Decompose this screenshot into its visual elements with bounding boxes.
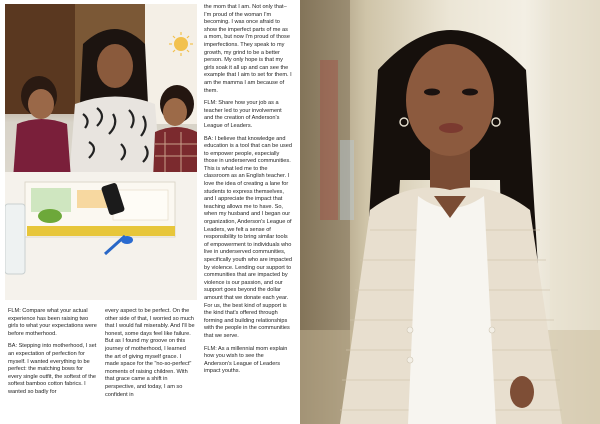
family-photo-illustration xyxy=(5,4,197,300)
paragraph: BA: I believe that knowledge and education is a tool that can be used to empower people, especially those in underserved communities. This is what led me to the classroom as an English teacher. I love the idea of creating a lane for students to express themselves, and I appreciate the impact that teaching allows me to have. So, when my husband and I began our organization, Anderson's League of Leaders, we felt a sense of responsibility to bring similar tools of empowerment to individuals who live in underserved communities, specifically youth who are impacted by violence. Lending our support to communities that are impacted by violence is our passion, and our support goes beyond the dollar amount that we donate each year. For us, the best kind of support is the kind that's offered through forming and building relationships with the people in the communities that we serve. xyxy=(204,135,293,339)
article-column-2 xyxy=(105,308,195,404)
paragraph: BA: Stepping into motherhood, I set an expectation of perfection for myself. I wanted everything to be perfect: the matching bows for every single outfit, the softest of the softest bamboo cotton fabrics. I wanted so badly for xyxy=(8,343,97,395)
paragraph: every aspect to be perfect. On the other side of that, I worried so much that I would fail miserably. And I'll be honest, some days feel like failure. But as I found my groove on this journey of motherhood, I learned the art of giving myself grace. I made space for the "no-so-perfect" moments of raising children. With that grace came a shift in perspective, and today, I am so confident in xyxy=(105,308,195,398)
portrait-photo xyxy=(300,0,600,424)
paragraph: FLM: Share how your job as a teacher led to your involvement and the creation of Anderson's League of Leaders. xyxy=(204,100,282,129)
article-column-1 xyxy=(8,308,98,402)
paragraph: FLM: As a millennial mom explain how you wish to see the Anderson's League of Leaders impact youths. xyxy=(204,345,288,375)
family-photo xyxy=(5,4,197,300)
paragraph: FLM: Compare what your actual experience has been raising two girls to what your expectations were before motherhood. xyxy=(8,308,97,337)
portrait-photo-illustration xyxy=(300,0,600,424)
article-column-3 xyxy=(204,4,292,381)
paragraph: the mom that I am. Not only that– I'm proud of the woman I'm becoming. I was once afraid to show the imperfect parts of me as a mom, but now I'm proud of those imperfections. They speak to my growth, my grind to be a better person. My only hope is that my girls soak it all up and can see the example that I aim to set for them. I am the mamma I am because of them. xyxy=(204,4,292,94)
